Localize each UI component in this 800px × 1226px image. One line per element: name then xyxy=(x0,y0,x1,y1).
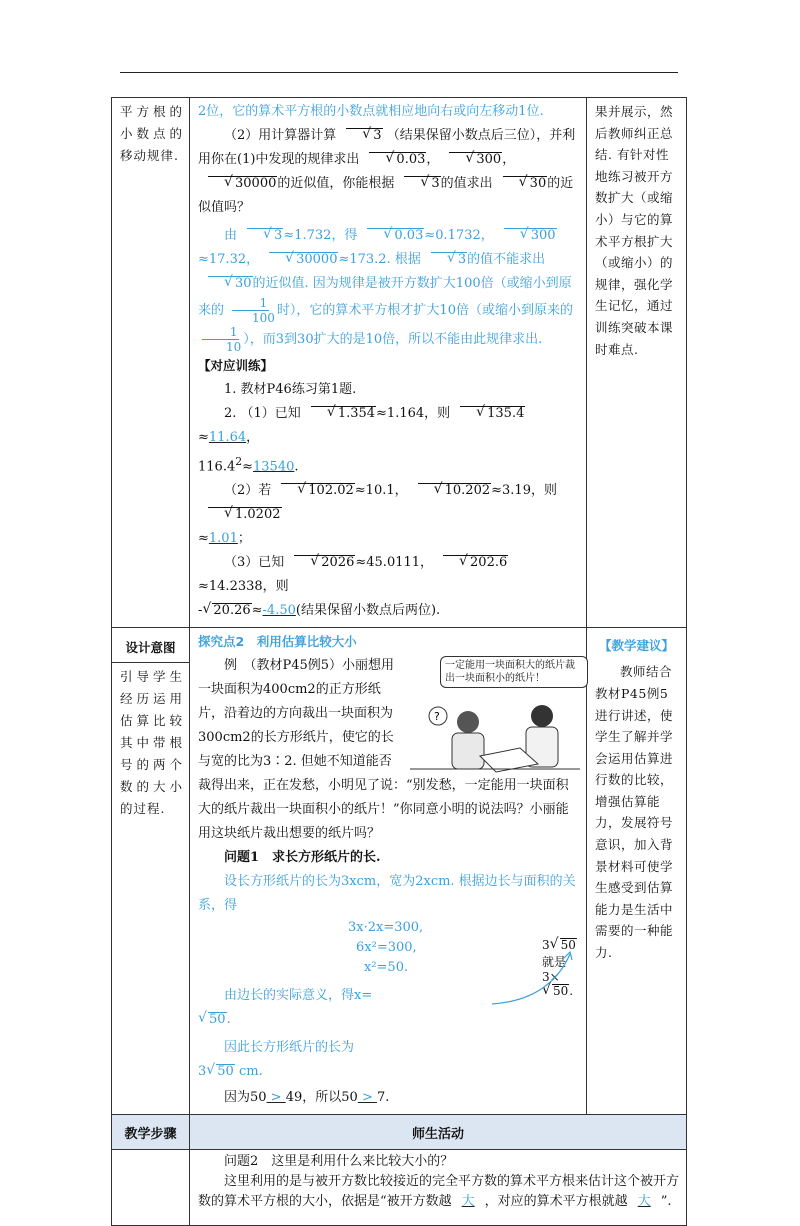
right-cell xyxy=(587,98,687,628)
question-2b: 问题2 这里是利用什么来比较大小的？ xyxy=(224,1154,454,1170)
activity-header: 师生活动 xyxy=(190,1115,687,1150)
middle-cell xyxy=(190,98,587,628)
right-note: 果并展示，然后教师纠正总结. 有针对性地练习被开方数扩大（或缩小）与它的算术平方根扩大（或缩小）的规律，强化学生记忆，通过训练突破本课时难点. xyxy=(595,104,674,357)
left-cell xyxy=(112,98,190,628)
middle-cell xyxy=(190,1150,687,1226)
illustration xyxy=(410,656,580,774)
practice-3-tail: -√ 20.26≈-4.50(结果保留小数点后两位). xyxy=(198,599,580,623)
answer-3: 因此长方形纸片的长为 xyxy=(224,1040,355,1056)
suggestion-note: 教师结合教材P45例5进行讲述，使学生了解并学会运用估算进行数的比较，增强估算能力，发展符号意识，加入背景材料可使学生感受到估算能力是生活中需要的一种能力. xyxy=(595,664,674,961)
design-title: 设计意图 xyxy=(112,628,189,663)
left-cell xyxy=(112,628,190,1115)
question-2: （2）用计算器计算√ 3 （结果保留小数点后三位），并利用你在(1)中发现的规律求出√ 0.03，√ 300，√ 30000的近似值，你能根据√ 3的值求出√ 30的近似值吗？ xyxy=(198,124,580,220)
design-note: 引导学生经历运用估算比较其中带根号的两个数的大小的过程. xyxy=(120,669,183,817)
practice-2b-tail: ≈1.01； xyxy=(198,531,251,547)
table-row xyxy=(112,98,687,628)
answer-blank: 11.64 xyxy=(208,430,247,445)
question-1: 问题1 求长方形纸片的长. xyxy=(224,850,381,866)
steps-header: 教学步骤 xyxy=(112,1115,190,1150)
students-image xyxy=(410,656,580,774)
fraction: $\frac{1}{10}$ xyxy=(200,325,241,354)
svg-text:?: ? xyxy=(434,710,440,724)
answer-blank: -4.50 xyxy=(262,603,296,619)
answer-2-root: √ 50. xyxy=(198,1008,580,1032)
answer-1: 设长方形纸片的长为3xcm，宽为2xcm. 根据边长与面积的关系，得 xyxy=(198,874,576,914)
lesson-table xyxy=(111,97,687,1226)
right-cell xyxy=(587,628,687,1115)
rule-line: 2位，它的算术平方根的小数点就相应地向右或向左移动1位. xyxy=(198,104,544,119)
practice-2a-tail: $116.4^2\approx 13540$. xyxy=(198,455,299,475)
fraction: $\frac{1}{100}$ xyxy=(226,296,275,325)
answer-blank: 13540 xyxy=(253,459,295,475)
practice-2a: 2. （1）已知√ 1.354≈1.164，则√ 135.4≈11.64， xyxy=(198,402,580,450)
suggestion-title: 【教学建议】 xyxy=(598,638,674,654)
table-row xyxy=(112,1150,687,1226)
compare-line: 因为50 > 49，所以50 > 7. xyxy=(224,1090,390,1106)
answer-3-value: 3√ 50 cm. xyxy=(198,1060,580,1084)
table-row xyxy=(112,628,687,1115)
header-rule xyxy=(120,72,678,73)
practice-title: 【对应训练】 xyxy=(198,358,274,373)
answer-blank: 1.01 xyxy=(208,531,238,547)
equations: 3x·2x=300, 6x²=300, x²=50. xyxy=(348,920,424,976)
table-row xyxy=(112,1115,687,1150)
answer-2: 由边长的实际意义，得x= xyxy=(224,988,373,1004)
answer-block: 由√ 3≈1.732，得√ 0.03≈0.1732，√ 300≈17.32，√ 30000≈173.2. 根据√ 3的值不能求出√ 30的近似值. 因为规律是被开方数扩大100倍（或缩小到原来的 $\frac{1}{100}$ 时），它的算术平方根才扩大10倍（或缩小到原来的 $\frac{1}{10}$ ），而3到30扩大的是10倍，所以不能由此规律求出. xyxy=(198,224,580,354)
practice-1: 1. 教材P46练习第1题. xyxy=(224,382,357,397)
left-cell xyxy=(112,1150,190,1226)
practice-3: （3）已知√ 2026≈45.0111，√ 202.6≈14.2338，则 xyxy=(198,551,580,599)
example-text: 例 （教材P45例5）小丽想用一块面积为400cm2的正方形纸片，沿着边的方向裁出一块面积为300cm2的长方形纸片，使它的长与宽的比为3∶2. 但她不知道能否裁得出来，正在发愁，小明见了说：“别发愁，一定能用一块面积大的纸片裁出一块面积小的纸片！”你同意小明的说法吗？小丽能用这块纸片裁出想要的纸片吗？ xyxy=(198,658,569,842)
section-title: 探究点2 利用估算比较大小 xyxy=(198,634,357,650)
left-note: 平方根的小数点的移动规律. xyxy=(120,104,183,163)
arrow-icon xyxy=(490,948,580,1008)
side-note: 3√ 50 就是 3×√ 50. xyxy=(542,938,586,997)
practice-2b: （2）若√ 102.02≈10.1，√ 10.202≈3.19，则√ 1.0202 xyxy=(198,479,580,527)
speech-bubble: 一定能用一块面积大的纸片裁出一块面积小的纸片！ xyxy=(440,656,588,688)
answer-q2: 这里利用的是与被开方数比较接近的完全平方数的算术平方根来估计这个被开方数的算术平方根的大小，依据是“被开方数越 大 ，对应的算术平方根就越 大 ”. xyxy=(198,1174,680,1210)
middle-cell xyxy=(190,628,587,1115)
